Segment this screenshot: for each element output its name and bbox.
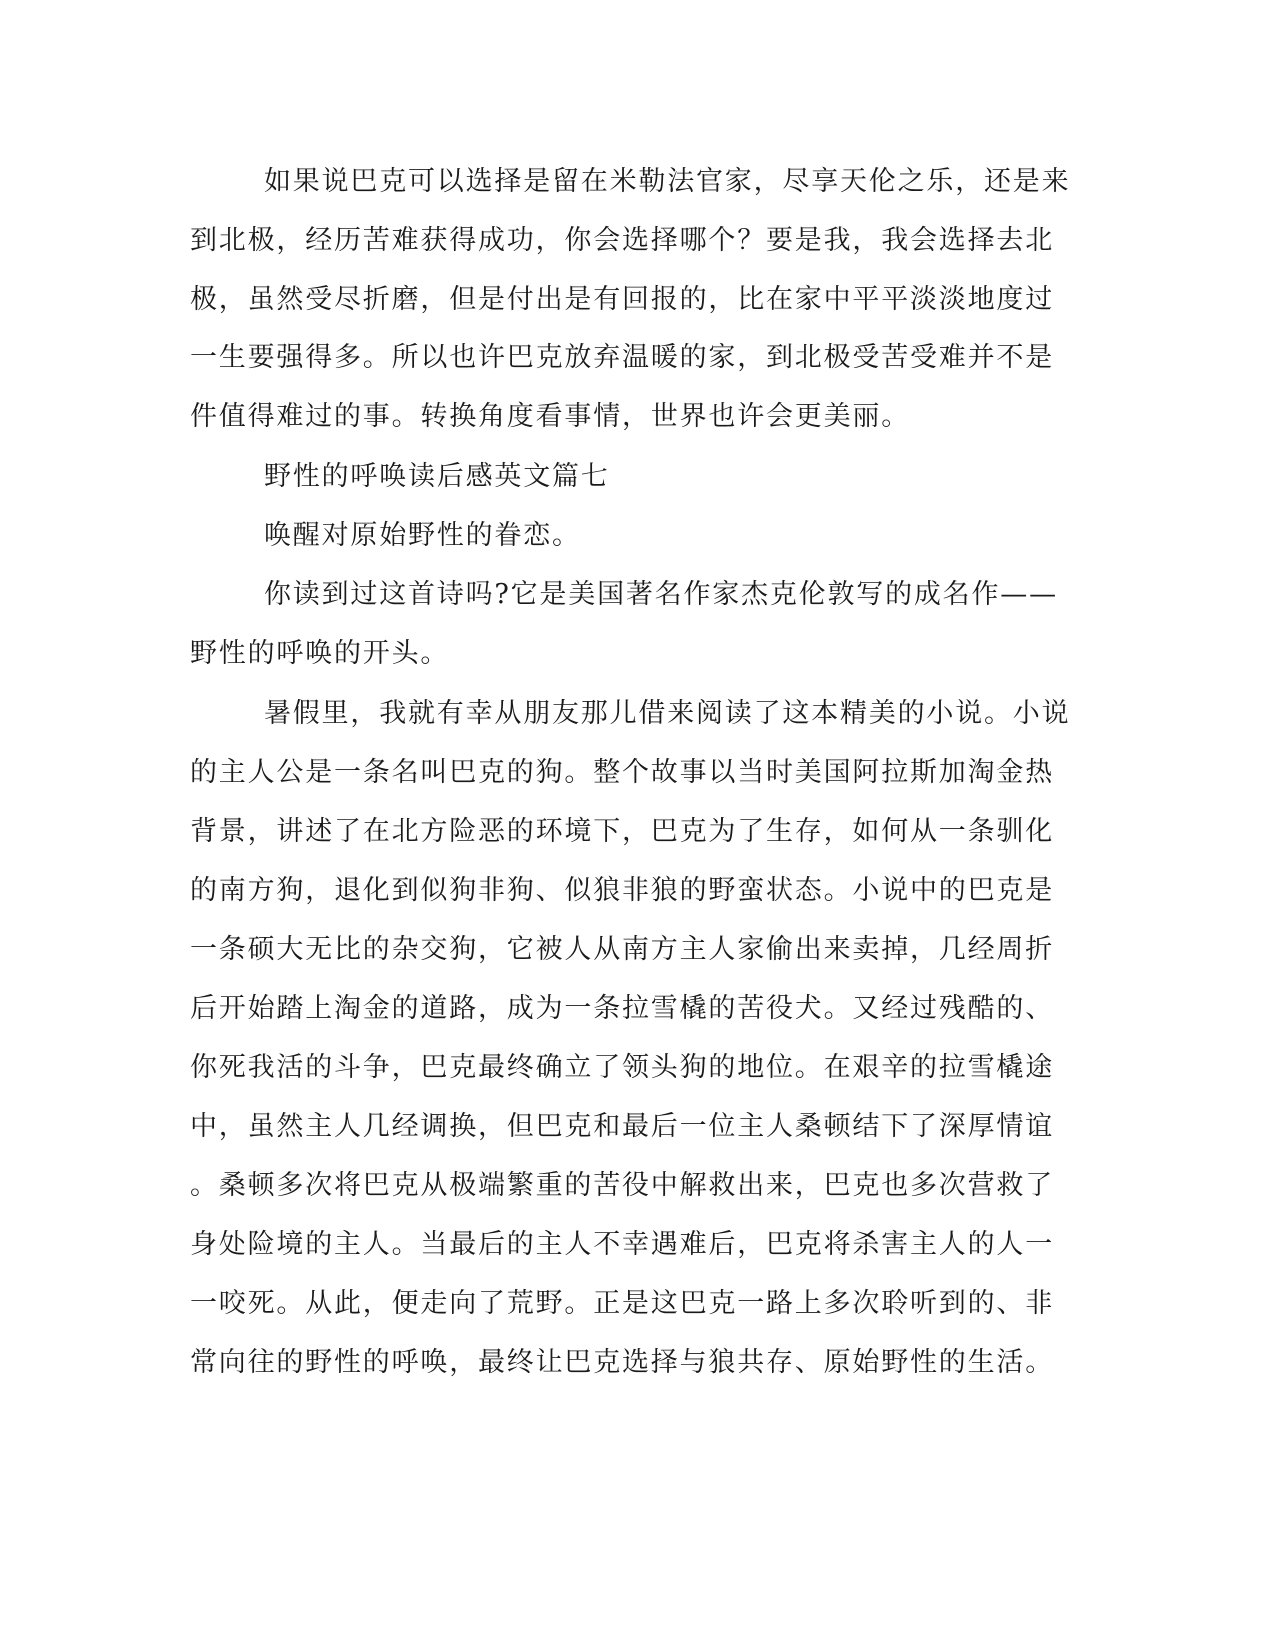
paragraph-line: 野性的呼唤的开头。	[190, 638, 450, 669]
paragraph-line: 一咬死。从此，便走向了荒野。正是这巴克一路上多次聆听到的、非	[190, 1288, 1054, 1319]
paragraph-line: 你读到过这首诗吗?它是美国著名作家杰克伦敦写的成名作——	[264, 579, 1058, 610]
paragraph-line: 到北极，经历苦难获得成功，你会选择哪个？要是我，我会选择去北	[190, 225, 1054, 256]
section-heading: 野性的呼唤读后感英文篇七	[264, 461, 610, 492]
paragraph-line: 背景，讲述了在北方险恶的环境下，巴克为了生存，如何从一条驯化	[190, 816, 1054, 847]
paragraph-line: 常向往的野性的呼唤，最终让巴克选择与狼共存、原始野性的生活。	[190, 1347, 1054, 1378]
paragraph-line: 的南方狗，退化到似狗非狗、似狼非狼的野蛮状态。小说中的巴克是	[190, 875, 1054, 906]
paragraph-line: 一条硕大无比的杂交狗，它被人从南方主人家偷出来卖掉，几经周折	[190, 934, 1054, 965]
paragraph-line: 。桑顿多次将巴克从极端繁重的苦役中解救出来，巴克也多次营救了	[190, 1170, 1054, 1201]
paragraph-line: 一生要强得多。所以也许巴克放弃温暖的家，到北极受苦受难并不是	[190, 342, 1054, 373]
paragraph-line: 后开始踏上淘金的道路，成为一条拉雪橇的苦役犬。又经过残酷的、	[190, 993, 1054, 1024]
paragraph-line: 身处险境的主人。当最后的主人不幸遇难后，巴克将杀害主人的人一	[190, 1229, 1054, 1260]
paragraph-line: 件值得难过的事。转换角度看事情，世界也许会更美丽。	[190, 401, 910, 432]
paragraph-line: 如果说巴克可以选择是留在米勒法官家，尽享天伦之乐，还是来	[264, 166, 1071, 197]
paragraph-line: 唤醒对原始野性的眷恋。	[264, 520, 581, 551]
paragraph-line: 你死我活的斗争，巴克最终确立了领头狗的地位。在艰辛的拉雪橇途	[190, 1052, 1054, 1083]
paragraph-line: 暑假里，我就有幸从朋友那儿借来阅读了这本精美的小说。小说	[264, 698, 1071, 729]
paragraph-line: 的主人公是一条名叫巴克的狗。整个故事以当时美国阿拉斯加淘金热	[190, 757, 1054, 788]
paragraph-line: 极，虽然受尽折磨，但是付出是有回报的，比在家中平平淡淡地度过	[190, 284, 1054, 315]
paragraph-line: 中，虽然主人几经调换，但巴克和最后一位主人桑顿结下了深厚情谊	[190, 1111, 1054, 1142]
